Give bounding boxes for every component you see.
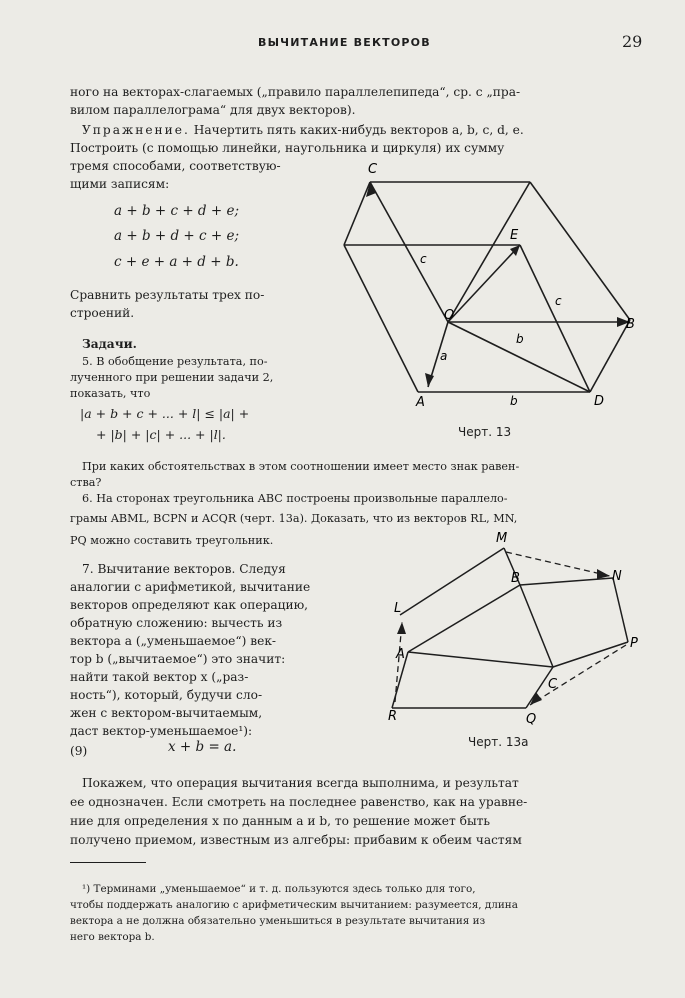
fig13a-label-q: Q <box>526 712 537 727</box>
fig13-label-b-point: B <box>626 317 635 332</box>
section-7-line-7: найти такой вектор x („раз- <box>70 670 249 684</box>
fig13-edge <box>344 182 370 245</box>
footnote-line-3: вектора a не должна обязательно уменьшиться в результате вычитания из <box>70 915 486 927</box>
exercise-formula-2: a + b + d + c + e; <box>114 228 240 244</box>
fig13-label-a: a <box>440 349 448 363</box>
fig13-label-c1: c <box>420 252 427 266</box>
closing-line-1: Покажем, что операция вычитания всегда выполнима, и результат <box>82 776 519 790</box>
section-7-line-9: жен с вектором-вычитаемым, <box>70 706 263 720</box>
exercise-line-4: щими записям: <box>70 177 170 191</box>
figure-13a <box>378 530 648 745</box>
section-7-line-10: даст вектор-уменьшаемое¹): <box>70 724 253 738</box>
fig13a-side-bc <box>520 585 553 667</box>
fig13a-edge <box>613 578 628 642</box>
fig13-label-o: O <box>444 308 455 323</box>
intro-line-2: вилом параллелограма“ для двух векторов). <box>70 103 356 117</box>
section-7-line-5: вектора a („уменьшаемое“) век- <box>70 634 277 648</box>
problem-5-cont-1: При каких обстоятельствах в этом соотношении имеет место знак равен- <box>82 460 520 473</box>
fig13-label-d: D <box>594 394 605 409</box>
problem-6-line-2: грамы ABML, BCPN и ACQR (черт. 13а). Доказать, что из векторов RL, MN, <box>70 512 518 525</box>
fig13a-label-c: C <box>548 677 558 692</box>
fig13a-side-ab <box>408 585 520 652</box>
exercise-line-1 <box>82 121 642 139</box>
problem-5-line-3: показать, что <box>70 387 151 400</box>
fig13a-arrowhead <box>397 622 406 634</box>
fig13-label-b2: b <box>510 394 518 408</box>
fig13a-edge <box>553 642 628 667</box>
exercise-formula-3: c + e + a + d + b. <box>114 254 239 270</box>
problem-5-formula-1: |a + b + c + ... + l| ≤ |a| + <box>80 406 250 421</box>
fig13a-label-p: P <box>630 636 638 651</box>
section-7-line-6: тор b („вычитаемое“) это значит: <box>70 652 286 666</box>
section-7-line-1: 7. Вычитание векторов. Следуя <box>82 562 286 576</box>
equation-number: (9) <box>70 744 88 758</box>
exercise-formula-1: a + b + c + d + e; <box>114 203 240 219</box>
figure-13 <box>340 155 640 445</box>
fig13-label-c-point: C <box>368 162 378 177</box>
running-title: ВЫЧИТАНИЕ ВЕКТОРОВ <box>258 36 431 49</box>
exercise-compare-2: строений. <box>70 306 135 320</box>
fig13a-label-a: A <box>396 647 405 662</box>
fig13a-label-m: M <box>496 531 508 546</box>
section-7-line-3: векторов определяют как операцию, <box>70 598 309 612</box>
fig13a-vector-pq <box>530 645 626 705</box>
problem-5-line-1: 5. В обобщение результата, по- <box>82 355 268 368</box>
fig13a-vector-mn <box>506 552 610 576</box>
fig13a-label-r: R <box>388 709 398 724</box>
problem-6-line-3: PQ можно составить треугольник. <box>70 534 274 547</box>
fig13-label-a-point: A <box>416 395 425 410</box>
section-7-line-8: ность“), который, будучи сло- <box>70 688 263 702</box>
fig13-label-e: E <box>510 228 519 243</box>
fig13a-arrowhead <box>597 569 610 579</box>
fig13-edge <box>344 245 418 392</box>
closing-line-2: ее однозначен. Если смотреть на последнее равенство, как на уравне- <box>70 795 528 809</box>
fig13a-label-b: B <box>511 571 520 586</box>
fig13a-edge <box>400 548 504 615</box>
equation-9: x + b = a. <box>168 739 237 755</box>
page-number: 29 <box>622 32 643 51</box>
closing-line-3: ние для определения x по данным a и b, то решение может быть <box>70 814 491 828</box>
fig13-arrowhead <box>425 373 434 387</box>
fig13-label-b: b <box>516 332 524 346</box>
fig13-edge <box>590 320 630 392</box>
exercise-compare-1: Сравнить результаты трех по- <box>70 288 265 302</box>
section-7-line-4: обратную сложению: вычесть из <box>70 616 283 630</box>
figure-13a-caption: Черт. 13а <box>468 735 529 749</box>
fig13-edge <box>448 182 530 322</box>
fig13a-edge <box>520 578 613 585</box>
exercise-line-2: Построить (с помощью линейки, наугольника и циркуля) их сумму <box>70 141 505 155</box>
fig13-label-c2: c <box>555 294 562 308</box>
footnote-line-2: чтобы поддержать аналогию с арифметическим вычитанием: разумеется, длина <box>70 899 518 911</box>
footnote-line-1: ¹) Терминами „уменьшаемое“ и т. д. пользуются здесь только для того, <box>82 883 476 895</box>
fig13a-label-l: L <box>394 601 402 616</box>
fig13a-side-ac <box>408 652 553 667</box>
intro-line-1: ного на векторах-слагаемых („правило параллелепипеда“, ср. с „пра- <box>70 85 521 99</box>
fig13-edge <box>520 245 590 392</box>
footnote-line-4: него вектора b. <box>70 931 155 943</box>
section-7-line-2: аналогии с арифметикой, вычитание <box>70 580 311 594</box>
problem-5-line-2: лученного при решении задачи 2, <box>70 371 274 384</box>
problem-6-line-1: 6. На сторонах треугольника ABC построены произвольные параллело- <box>82 492 508 505</box>
fig13-vector-c <box>370 182 448 322</box>
fig13-vector-oe <box>448 245 520 322</box>
exercise-line-1-rest: Начертить пять каких-нибудь векторов a, b, c, d, e. <box>193 123 524 137</box>
figure-13-caption: Черт. 13 <box>458 425 512 439</box>
closing-line-4: получено приемом, известным из алгебры: прибавим к обеим частям <box>70 833 522 847</box>
problem-5-cont-2: ства? <box>70 476 102 489</box>
footnote-divider <box>70 862 146 863</box>
exercise-lead: Упражнение. <box>82 123 190 137</box>
fig13a-label-n: N <box>612 569 622 584</box>
problems-heading: Задачи. <box>82 337 137 351</box>
exercise-line-3: тремя способами, соответствую- <box>70 159 281 173</box>
problem-5-formula-2: + |b| + |c| + ... + |l|. <box>96 427 226 442</box>
